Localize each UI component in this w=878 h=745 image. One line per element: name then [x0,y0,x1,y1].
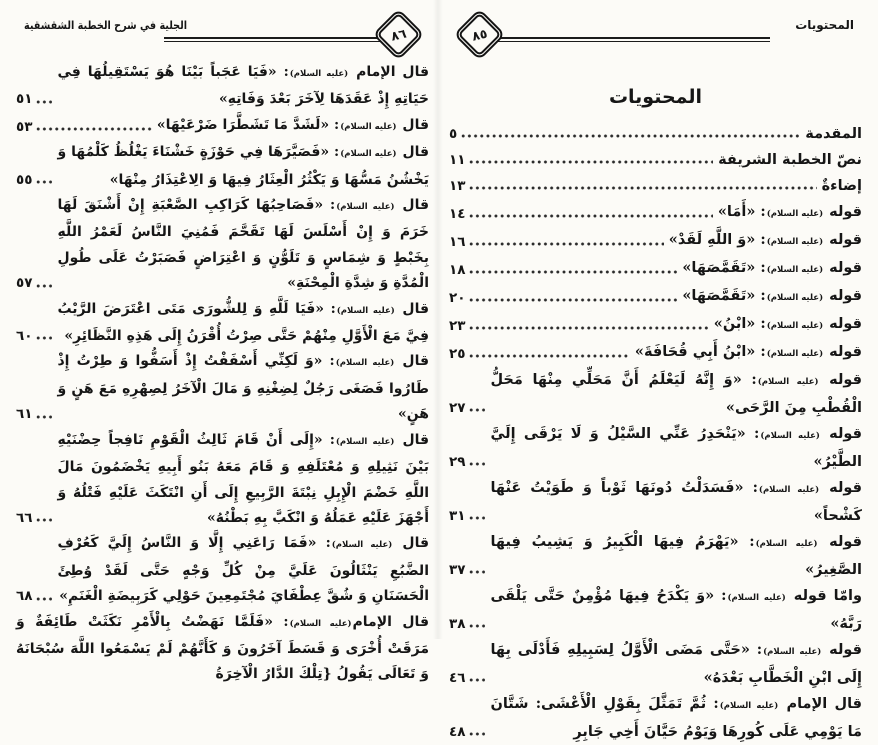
right-page [439,0,878,740]
alayhis-salam-honorific: (عليه السلام) [336,202,395,213]
dot-leader [469,729,485,739]
toc-entry [449,121,862,147]
alayhis-salam-honorific: (عليه السلام) [335,358,395,369]
entry-quote: : «أَمَا» [717,203,766,220]
entry-quote: : «لَشَدَّ مَا تَشَطَّرَا ضَرْعَيْهَا» [156,116,340,133]
entry-page-number: ٥ [449,126,458,142]
entry-prefix: قوله [820,425,862,442]
entry-text [57,428,429,532]
dot-leader [469,351,629,361]
alayhis-salam-honorific: (عليه السلام) [331,540,393,551]
entry-prefix: قوله [824,231,862,248]
entry-page-number: ٦٦ [16,509,33,526]
entry-prefix: قوله [824,343,862,360]
entry-prefix: قوله [824,203,862,220]
entry-quote: : «فَلَمَّا نَهَضْتُ بِالْأَمْرِ نَكَثَتْ طَائِفَةٌ وَ مَرَقَتْ أُخْرَى وَ قَسَطَ آخَرُونَ وَ كَأَنَّهُمْ لَمْ يَسْمَعُوا اللَّهَ سُبْحَانَهُ وَ تَعَالَى يَقُولُ {تِلْكَ الدَّارُ الْآخِرَةُ [16,613,429,683]
entry-page-number: ٣١ [449,508,466,524]
entry-text [714,311,862,339]
toc-entry [16,297,429,350]
toc-entry [449,199,862,227]
alayhis-salam-honorific: (عليه السلام) [760,431,820,441]
dot-leader [36,97,52,107]
entry-quote: : «ابْنُ» [713,315,766,332]
entry-prefix: قوله [822,641,863,658]
entry-quote: : «يَهْرَمُ فِيهَا الْكَبِيرُ وَ يَشِيبُ فِيهَا الصَّغِيرُ» [490,533,862,578]
entry-prefix: قال [393,535,430,552]
dot-leader [469,513,485,523]
entry-page-number: ٦٨ [16,588,33,605]
dot-leader [469,459,485,469]
entry-prefix: قوله [820,479,863,496]
entry-page-number: ٢٥ [449,346,466,362]
entry-prefix: وامّا قوله [786,587,863,604]
toc-title: المحتويات [608,86,703,108]
entry-page-number: ٥٧ [16,275,33,292]
right-page-header [449,10,862,60]
alayhis-salam-honorific: (عليه السلام) [727,593,786,603]
dot-leader [36,594,52,604]
toc-entry [16,140,429,193]
entry-page-number: ٣٨ [449,616,466,632]
entry-prefix: إضاءةٌ [821,177,862,194]
entry-page-number: ٤٦ [449,670,466,686]
entry-text [57,140,429,193]
left-running-title: الجلية في شرح الخطبة الشقشقية [24,18,188,32]
entry-text [16,610,429,688]
toc-entry [16,349,429,427]
alayhis-salam-honorific: (عليه السلام) [755,539,818,549]
entry-text [669,227,862,255]
dot-leader [36,515,52,525]
dot-leader [36,124,151,134]
entry-text [805,121,862,147]
toc-entry [449,421,862,475]
dot-leader [36,177,52,187]
toc-entry [449,637,862,691]
entry-quote: : «فَسَدَلْتُ دُونَهَا ثَوْباً وَ طَوَيْتُ عَنْهَا كَشْحاً» [490,479,862,524]
entry-page-number: ١٨ [449,262,466,278]
entry-prefix: قوله [818,533,862,550]
entry-page-number: ٥١ [16,91,33,108]
entry-text [718,199,862,227]
toc-entry [449,227,862,255]
entry-prefix: قال الإمام [779,695,863,712]
entry-text [57,297,429,350]
entry-text [490,421,862,475]
alayhis-salam-honorific: (عليه السلام) [757,377,819,387]
entry-page-number: ٢٣ [449,318,466,334]
entry-page-number: ٦١ [16,406,33,423]
entry-prefix: قوله [824,259,862,276]
dot-leader [469,211,712,221]
entry-quote: : «ابْنُ أَبِي قُحَافَةَ» [634,343,766,360]
entry-page-number: ١٤ [449,206,466,222]
dot-leader [469,675,485,685]
entry-quote: : «وَ إِنَّهُ لَيَعْلَمُ أَنَّ مَحَلِّي مِنْهَا مَحَلُّ الْقُطْبِ مِنَ الرَّحَى» [490,371,862,416]
entry-page-number: ٥٥ [16,171,33,188]
dot-leader [36,412,52,422]
header-rule [471,37,770,42]
entry-quote: : «فَصَاحِبُهَا كَرَاكِبِ الصَّعْبَةِ إِنْ أَشْنَقَ لَهَا خَرَمَ وَ إِنْ أَسْلَسَ لَهَا تَقَحَّمَ فَمُنِيَ النَّاسُ لَعَمْرُ اللَّهِ بِخَبْطٍ وَ شِمَاسٍ وَ تَلَوُّنٍ وَ اعْتِرَاضٍ فَصَبَرْتُ عَلَى طُولِ الْمُدَّةِ وَ شِدَّةِ الْمِحْنَةِ» [57,197,429,292]
entry-prefix: قال الإمام [349,64,429,80]
entry-text [718,147,862,173]
entry-quote: : «إِلَى أَنْ قَامَ ثَالِثُ الْقَوْمِ نَافِجاً حِضْنَيْهِ بَيْنَ نَثِيلِهِ وَ مُعْتَلَفِهِ وَ قَامَ مَعَهُ بَنُو أَبِيهِ يَخْضَمُونَ مَالَ اللَّهِ خَضْمَ الْإِبِلِ نِبْتَةَ الرَّبِيعِ إِلَى أَنِ انْتَكَثَ عَلَيْهِ فَتْلُهُ وَ أَجْهَزَ عَلَيْهِ عَمَلُهُ وَ انْكَبَّ بِهِ بَطْنُهُ» [57,431,429,526]
entry-quote: : «وَ يَكْدَحُ فِيهَا مُؤْمِنٌ حَتَّى يَلْقَى رَبَّهُ» [490,587,862,632]
alayhis-salam-honorific: (عليه السلام) [335,436,395,447]
toc-entry [449,147,862,173]
entry-prefix: قال [395,300,429,317]
entry-prefix: قال [397,116,429,133]
entry-page-number: ١٣ [449,178,466,194]
dot-leader [36,281,52,291]
entry-text [490,583,862,637]
toc-entry [449,691,862,745]
entry-text [682,283,862,311]
entry-text [157,113,429,140]
entry-text [635,339,862,367]
entry-quote: : «فَمَا رَاعَنِي إِلَّا وَ النَّاسُ إِلَيَّ كَعُرْفِ الضَّبُعِ يَنْثَالُونَ عَلَيَّ مِنْ كُلِّ وَجْهٍ حَتَّى لَقَدْ وُطِئَ الْحَسَنَانِ وَ شُقَّ عِطْفَايَ مُجْتَمِعِينَ حَوْلِي كَرَبِيضَةِ الْغَنَمِ» [57,535,429,605]
entry-text [490,529,862,583]
alayhis-salam-honorific: (عليه السلام) [340,149,397,160]
entry-prefix: قوله [824,315,862,332]
toc-entry [16,610,429,688]
entry-quote: : «يَنْحَدِرُ عَنِّي السَّيْلُ وَ لَا يَرْقَى إِلَيَّ الطَّيْرُ» [490,425,862,470]
toc-entry [449,311,862,339]
alayhis-salam-honorific: (عليه السلام) [719,701,779,711]
dot-leader [469,405,485,415]
right-running-title: المحتويات [795,18,854,32]
entry-text [490,475,862,529]
dot-leader [461,131,800,141]
alayhis-salam-honorific: (عليه السلام) [766,209,824,219]
entry-quote: : «فَيَا عَجَباً بَيْنَا هُوَ يَسْتَقِيلُهَا فِي حَيَاتِهِ إِذْ عَقَدَهَا لِآخَرَ بَعْدَ وَفَاتِهِ» [57,64,429,108]
entry-quote: : «تَقَمَّصَهَا» [682,259,766,276]
dot-leader [469,267,677,277]
dot-leader [469,239,663,249]
toc-entry [16,113,429,140]
alayhis-salam-honorific: (عليه السلام) [766,293,824,303]
dot-leader [469,183,816,193]
alayhis-salam-honorific: (عليه السلام) [766,237,824,247]
entry-text [57,60,429,113]
entry-text [57,349,429,427]
page-number: ٨٦ [389,25,408,44]
entry-prefix: قال [395,353,430,370]
entry-quote: : «وَ لَكِنِّي أَسْفَفْتُ إِذْ أَسَفُّوا وَ طِرْتُ إِذْ طَارُوا فَصَغَى رَجُلٌ لِضِغْنِهِ وَ مَالَ الْآخَرُ لِصِهْرِهِ مَعَ هَنٍ وَ هَنٍ» [57,353,429,423]
toc-entries-left [16,60,429,688]
dot-leader [469,295,677,305]
entry-text [822,173,862,199]
toc-entry [449,529,862,583]
entry-text [490,637,862,691]
toc-entry [16,193,429,297]
entry-page-number: ٢٩ [449,454,466,470]
entry-prefix: قال [397,144,430,161]
entry-quote: : «تَقَمَّصَهَا» [682,287,766,304]
page-number-diamond [372,8,424,60]
entry-prefix: قوله [824,287,862,304]
alayhis-salam-honorific: (عليه السلام) [289,69,349,79]
entry-page-number: ٣٧ [449,562,466,578]
dot-leader [469,621,485,631]
toc-entry [449,367,862,421]
page-number-diamond [453,8,505,60]
alayhis-salam-honorific: (عليه السلام) [766,265,824,275]
toc-entry [16,531,429,609]
entry-text [682,255,862,283]
entry-page-number: ٥٣ [16,118,33,135]
alayhis-salam-honorific: (عليه السلام) [340,121,397,132]
entry-page-number: ٤٨ [449,724,466,740]
page-number: ٨٥ [470,25,489,44]
left-page-header [16,10,429,60]
entry-text [57,193,429,297]
page-spine [433,0,443,639]
header-rule [164,37,407,42]
entry-prefix: قال [395,197,429,214]
entry-text [57,531,429,609]
alayhis-salam-honorific: (عليه السلام) [763,647,822,657]
entry-prefix: قال الإمام [352,613,429,630]
toc-entry [449,283,862,311]
entry-text [490,691,862,745]
alayhis-salam-honorific: (عليه السلام) [758,485,820,495]
entry-page-number: ١١ [449,152,466,168]
toc-entry [449,339,862,367]
toc-entry [449,255,862,283]
entry-page-number: ١٦ [449,234,466,250]
entry-prefix: قوله [819,371,863,388]
entry-text [490,367,862,421]
dot-leader [36,333,52,343]
entry-prefix: قال [395,431,430,448]
entry-page-number: ٢٧ [449,400,466,416]
entry-quote: : «حَتَّى مَضَى الْأَوَّلُ لِسَبِيلِهِ فَأَدْلَى بِهَا إِلَى ابْنِ الْخَطَّابِ بَعْدَهُ» [490,641,862,686]
toc-entry [449,475,862,529]
toc-entry [449,583,862,637]
entry-page-number: ٢٠ [449,290,466,306]
alayhis-salam-honorific: (عليه السلام) [766,321,824,331]
left-page [0,0,439,683]
entry-quote: : «فَيَا لَلَّهِ وَ لِلشُّورَى مَتَى اعْتَرَضَ الرَّيْبُ فِيَّ مَعَ الْأَوَّلِ مِنْهُمْ حَتَّى صِرْتُ أُقْرَنُ إِلَى هَذِهِ النَّظَائِرِ» [57,300,429,345]
entry-prefix: المقدمة [805,125,862,142]
entry-quote: : «فَصَيَّرَهَا فِي حَوْزَةٍ خَشْنَاءَ يَغْلُظُ كَلْمُهَا وَ يَخْشُنُ مَسُّهَا وَ يَكْثُرُ الْعِثَارُ فِيهَا وَ الِاعْتِذَارُ مِنْهَا» [57,144,429,188]
toc-entry [16,428,429,532]
toc-entry [16,60,429,113]
toc-entries-right [449,121,862,745]
entry-page-number: ٦٠ [16,328,33,345]
dot-leader [469,157,713,167]
dot-leader [469,323,708,333]
entry-prefix: نصّ الخطبة الشريفة [718,151,862,168]
alayhis-salam-honorific: (عليه السلام) [766,349,824,359]
alayhis-salam-honorific: (عليه السلام) [336,305,395,316]
alayhis-salam-honorific: (عليه السلام) [289,618,352,629]
toc-entry [449,173,862,199]
entry-quote: : ثُمَّ تَمَثَّلَ بِقَوْلِ الْأَعْشَى: شَتَّانَ مَا يَوْمِي عَلَى كُورِهَا وَيَوْمُ حَيَّانَ أَخِي جَابِرِ [490,695,862,740]
dot-leader [469,567,485,577]
entry-quote: : «وَ اللَّهِ لَقَدْ» [668,231,766,248]
